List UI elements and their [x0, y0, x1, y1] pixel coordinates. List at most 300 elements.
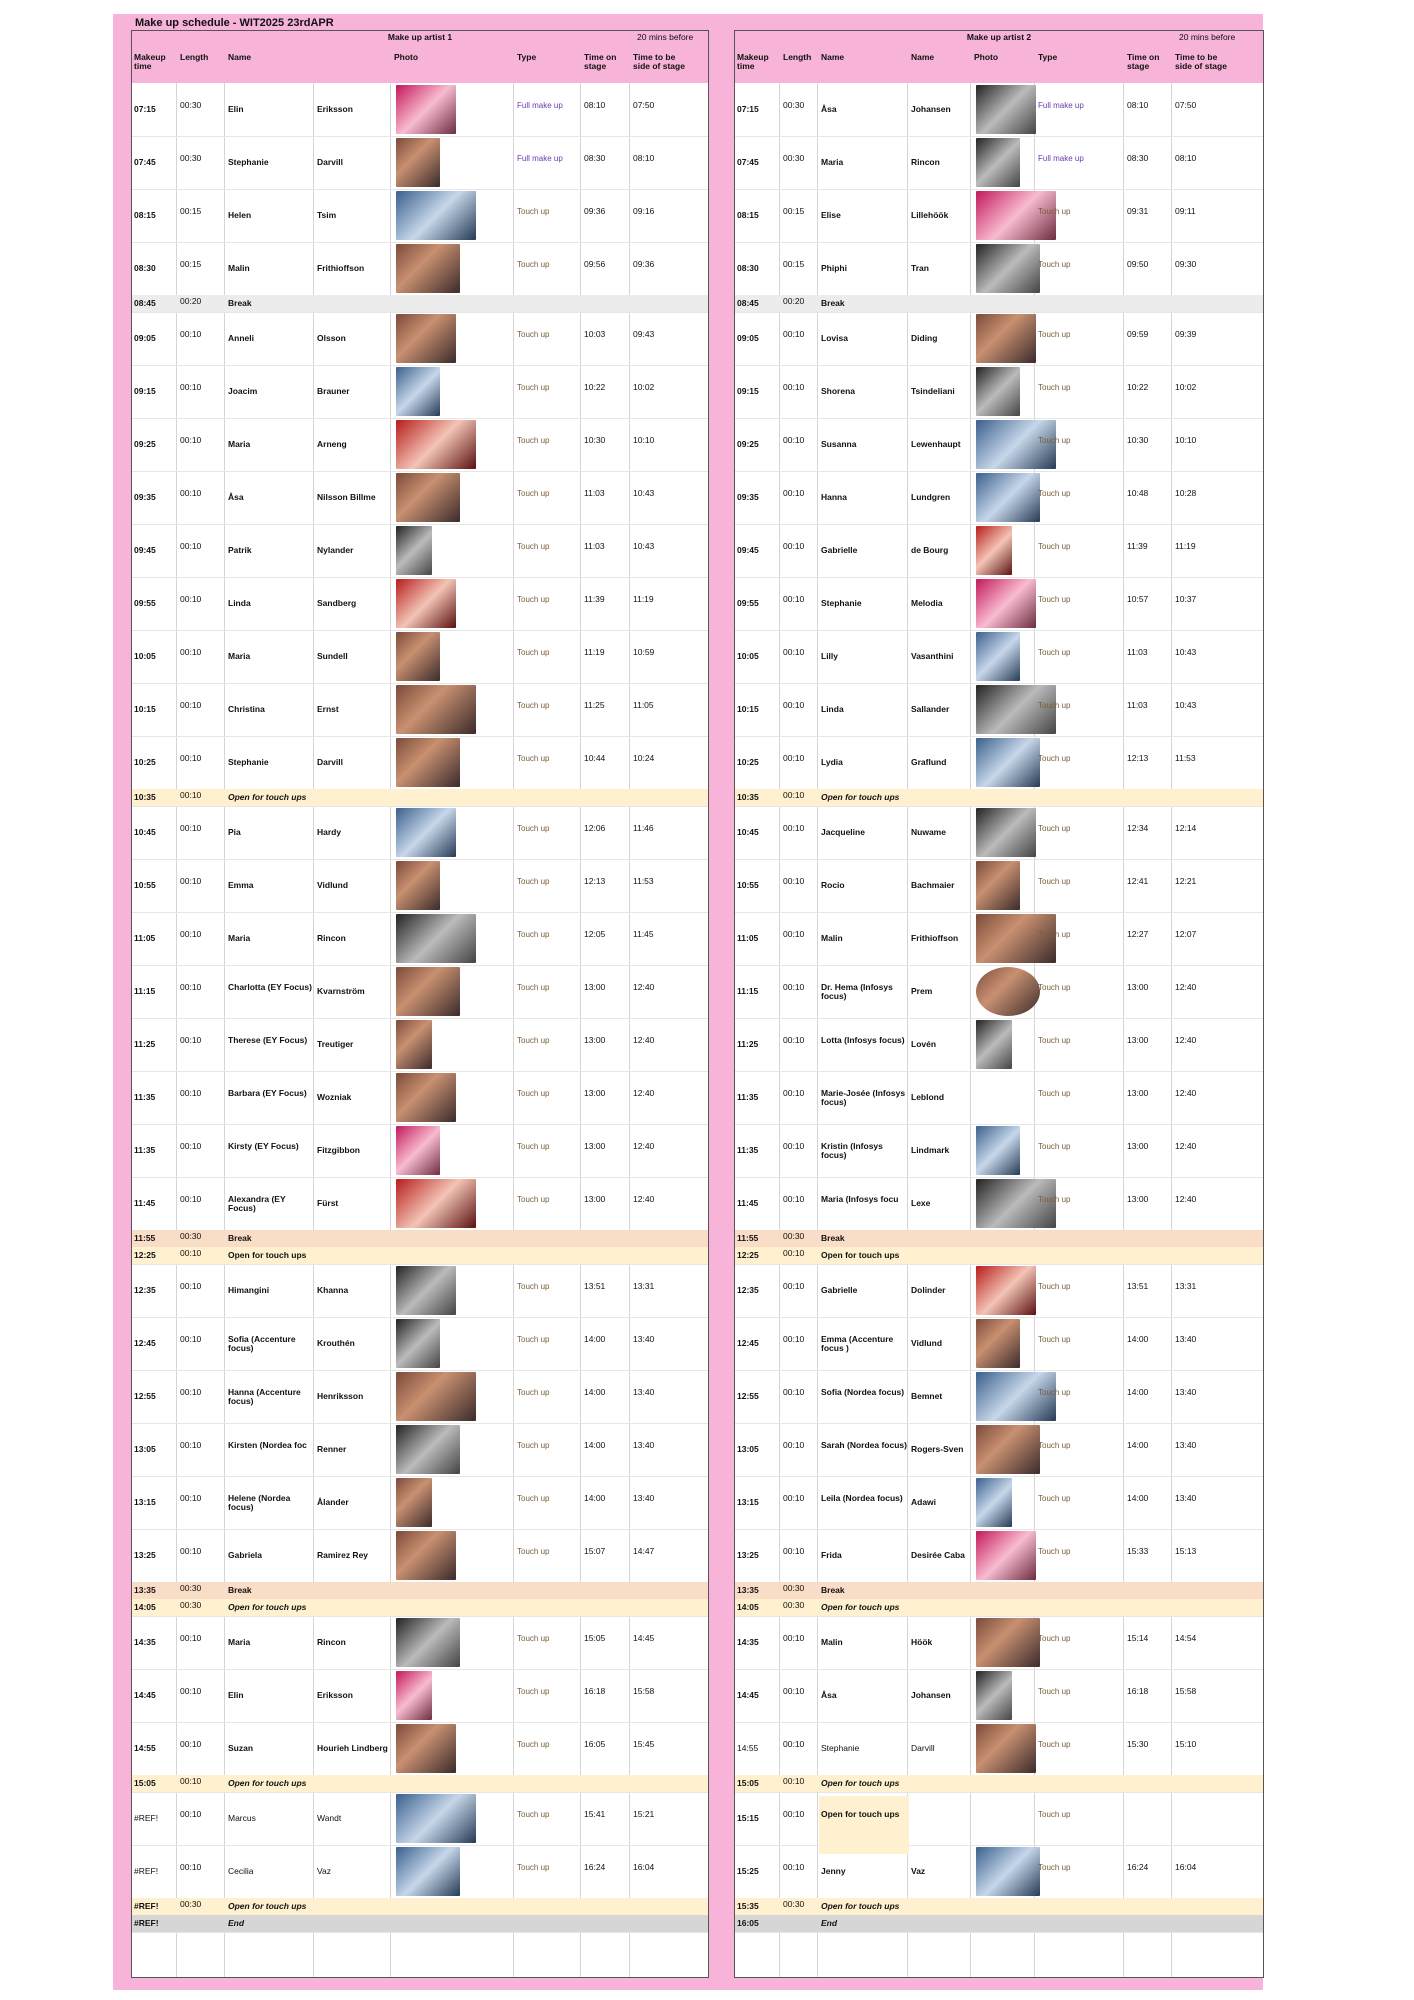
last-name: Frithioffson [317, 263, 365, 273]
last-name: Leblond [911, 1092, 945, 1102]
type-label: Touch up [1038, 877, 1071, 886]
length: 00:10 [180, 700, 202, 710]
first-name: Alexandra (EY Focus) [228, 1194, 286, 1213]
time-on-stage: 16:24 [1127, 1862, 1149, 1872]
last-name: Treutiger [317, 1039, 354, 1049]
time-side-of-stage: 12:40 [633, 1141, 655, 1151]
length: 00:10 [180, 1440, 202, 1450]
last-name: Tsindeliani [911, 386, 955, 396]
first-name: Dr. Hema (Infosys focus) [821, 982, 893, 1001]
length: 00:10 [783, 1633, 805, 1643]
schedule-row [735, 136, 1263, 190]
last-name: Diding [911, 333, 938, 343]
person-photo [976, 861, 1020, 910]
person-photo [976, 1531, 1036, 1580]
type-label: Full make up [517, 101, 563, 110]
makeup-time: 09:45 [737, 545, 759, 555]
makeup-time: 11:15 [134, 986, 156, 996]
time-side-of-stage: 09:36 [633, 259, 655, 269]
makeup-time: 10:55 [737, 880, 759, 890]
length: 00:10 [783, 753, 805, 763]
length: 00:30 [180, 1600, 202, 1610]
first-name: Gabrielle [821, 1285, 858, 1295]
first-name: Maria (Infosys focu [821, 1194, 899, 1204]
first-name: Lotta (Infosys focus) [821, 1035, 905, 1045]
time-on-stage: 08:10 [1127, 100, 1149, 110]
open-slot-label: Open for touch ups [228, 1901, 307, 1911]
time-on-stage: 16:18 [1127, 1686, 1149, 1696]
last-name: Kvarnström [317, 986, 365, 996]
makeup-time: 09:05 [134, 333, 156, 343]
first-name: Stephanie [228, 757, 269, 767]
time-side-of-stage: 10:43 [1175, 700, 1197, 710]
first-name: Frida [821, 1550, 842, 1560]
length: 00:10 [180, 1809, 202, 1819]
time-side-of-stage: 13:40 [1175, 1334, 1197, 1344]
type-label: Full make up [1038, 154, 1084, 163]
time-side-of-stage: 10:43 [633, 541, 655, 551]
makeup-time: 11:35 [737, 1145, 759, 1155]
person-photo [396, 420, 476, 469]
person-photo [396, 1020, 432, 1069]
time-on-stage: 13:51 [584, 1281, 606, 1291]
schedule-row [132, 1529, 708, 1583]
break-label: Break [821, 1585, 845, 1595]
first-name: Rocio [821, 880, 845, 890]
length: 00:10 [180, 1248, 202, 1258]
person-photo [976, 1126, 1020, 1175]
open-slot-label: Open for touch ups [228, 792, 307, 802]
person-photo [396, 632, 440, 681]
person-photo [396, 367, 440, 416]
person-photo [976, 1671, 1012, 1720]
schedule-row [735, 1599, 1263, 1617]
first-name: Sarah (Nordea focus) [821, 1440, 907, 1450]
makeup-time: #REF! [134, 1901, 159, 1911]
schedule-row [132, 1915, 708, 1933]
schedule-row [132, 418, 708, 472]
makeup-time: 13:15 [134, 1497, 156, 1507]
first-name: Linda [228, 598, 251, 608]
makeup-time: 10:15 [737, 704, 759, 714]
makeup-time: 13:35 [134, 1585, 156, 1595]
schedule-row [735, 189, 1263, 243]
length: 00:10 [783, 1088, 805, 1098]
person-photo [396, 1724, 456, 1773]
length: 00:10 [180, 1194, 202, 1204]
time-on-stage: 14:00 [1127, 1334, 1149, 1344]
time-on-stage: 12:34 [1127, 823, 1149, 833]
artist-2-panel [734, 30, 1264, 1978]
open-slot-label: Open for touch ups [821, 1602, 900, 1612]
time-side-of-stage: 10:02 [1175, 382, 1197, 392]
open-slot-label: Open for touch ups [821, 1250, 900, 1260]
type-label: Touch up [517, 877, 550, 886]
break-label: Break [228, 1233, 252, 1243]
schedule-row [735, 1669, 1263, 1723]
first-name: Maria [821, 157, 844, 167]
makeup-time: 10:25 [737, 757, 759, 767]
schedule-row [132, 189, 708, 243]
person-photo [396, 1073, 456, 1122]
type-label: Touch up [517, 489, 550, 498]
time-side-of-stage: 12:40 [1175, 1088, 1197, 1098]
makeup-time: 12:55 [737, 1391, 759, 1401]
length: 00:10 [180, 647, 202, 657]
time-on-stage: 09:31 [1127, 206, 1149, 216]
makeup-time: 15:05 [737, 1778, 759, 1788]
schedule-row [132, 806, 708, 860]
first-name: Malin [821, 1637, 843, 1647]
person-photo [396, 473, 460, 522]
header-type: Type [517, 52, 537, 62]
type-label: Touch up [1038, 436, 1071, 445]
schedule-row [735, 365, 1263, 419]
last-name: Sallander [911, 704, 950, 714]
schedule-row [132, 1018, 708, 1072]
person-photo [976, 367, 1020, 416]
person-photo [976, 473, 1040, 522]
length: 00:10 [180, 488, 202, 498]
makeup-time: 14:45 [737, 1690, 759, 1700]
schedule-row [735, 295, 1263, 313]
last-name: Johansen [911, 1690, 951, 1700]
time-side-of-stage: 09:11 [1175, 206, 1196, 216]
makeup-time: 13:05 [737, 1444, 759, 1454]
last-name: Bachmaier [911, 880, 955, 890]
time-on-stage: 15:30 [1127, 1739, 1149, 1749]
time-side-of-stage: 16:04 [1175, 1862, 1197, 1872]
last-name: Renner [317, 1444, 347, 1454]
type-label: Touch up [1038, 1142, 1071, 1151]
makeup-time: 10:45 [134, 827, 156, 837]
makeup-time: 14:05 [737, 1602, 759, 1612]
type-label: Touch up [1038, 383, 1071, 392]
length: 00:10 [783, 1387, 805, 1397]
person-photo [976, 1478, 1012, 1527]
last-name: Vaz [317, 1866, 332, 1876]
first-name: Åsa [821, 1690, 837, 1700]
last-name: Rincon [317, 933, 346, 943]
last-name: Lindmark [911, 1145, 950, 1155]
time-side-of-stage: 10:43 [633, 488, 655, 498]
person-photo [396, 1618, 460, 1667]
schedule-row [132, 365, 708, 419]
time-side-of-stage: 14:54 [1175, 1633, 1197, 1643]
schedule-row [132, 295, 708, 313]
person-photo [396, 914, 476, 963]
time-side-of-stage: 11:05 [633, 700, 654, 710]
open-slot-label: Open for touch ups [228, 1250, 307, 1260]
makeup-time: 10:45 [737, 827, 759, 837]
type-label: Touch up [517, 1547, 550, 1556]
person-photo [976, 1425, 1040, 1474]
length: 00:30 [783, 1899, 805, 1909]
length: 00:10 [783, 1141, 805, 1151]
type-label: Touch up [1038, 701, 1071, 710]
makeup-time: 09:25 [134, 439, 156, 449]
time-on-stage: 08:10 [584, 100, 606, 110]
last-name: Desirée Caba [911, 1550, 965, 1560]
last-name: Lewenhaupt [911, 439, 961, 449]
makeup-time: 11:45 [134, 1198, 156, 1208]
time-on-stage: 16:05 [584, 1739, 606, 1749]
time-side-of-stage: 14:45 [633, 1633, 655, 1643]
length: 00:30 [180, 1583, 202, 1593]
makeup-time: #REF! [134, 1866, 159, 1876]
schedule-row [132, 1317, 708, 1371]
length: 00:10 [783, 1493, 805, 1503]
schedule-row [132, 859, 708, 913]
length: 00:10 [180, 594, 202, 604]
first-name: Elin [228, 1690, 244, 1700]
length: 00:10 [783, 329, 805, 339]
time-on-stage: 09:36 [584, 206, 606, 216]
person-photo [976, 138, 1020, 187]
page-title: Make up schedule - WIT2025 23rdAPR [133, 14, 715, 32]
last-name: Henriksson [317, 1391, 364, 1401]
last-name: Vaz [911, 1866, 926, 1876]
last-name: Hardy [317, 827, 342, 837]
schedule-row [735, 312, 1263, 366]
last-name: Vidlund [911, 1338, 943, 1348]
time-on-stage: 09:59 [1127, 329, 1149, 339]
type-label: Touch up [517, 1441, 550, 1450]
type-label: Touch up [1038, 754, 1071, 763]
person-photo [396, 314, 456, 363]
length: 00:30 [180, 1899, 202, 1909]
type-label: Touch up [517, 383, 550, 392]
first-name: Lilly [821, 651, 839, 661]
time-on-stage: 11:03 [584, 541, 605, 551]
time-side-of-stage: 10:37 [1175, 594, 1197, 604]
type-label: Touch up [517, 1282, 550, 1291]
schedule-row [132, 1230, 708, 1248]
header-side-of-stage: Time to be side of stage [1175, 52, 1227, 71]
schedule-row [132, 1177, 708, 1231]
first-name: Shorena [821, 386, 856, 396]
person-photo [976, 1724, 1036, 1773]
last-name: Lundgren [911, 492, 951, 502]
schedule-row [735, 1247, 1263, 1265]
person-photo [396, 738, 460, 787]
schedule-row [735, 683, 1263, 737]
time-on-stage: 14:00 [1127, 1440, 1149, 1450]
person-photo [396, 1372, 476, 1421]
type-label: Touch up [517, 1335, 550, 1344]
schedule-row [735, 736, 1263, 790]
time-side-of-stage: 13:31 [1175, 1281, 1197, 1291]
length: 00:10 [783, 541, 805, 551]
header-time-on-stage: Time on stage [1127, 52, 1160, 71]
type-label: Touch up [1038, 1810, 1071, 1819]
time-side-of-stage: 12:14 [1175, 823, 1197, 833]
person-photo [396, 1425, 460, 1474]
time-on-stage: 10:22 [1127, 382, 1149, 392]
first-name: Jenny [821, 1866, 846, 1876]
time-on-stage: 11:03 [1127, 647, 1148, 657]
makeup-time: 08:15 [737, 210, 759, 220]
time-side-of-stage: 07:50 [633, 100, 655, 110]
time-on-stage: 13:51 [1127, 1281, 1149, 1291]
type-label: Touch up [1038, 1089, 1071, 1098]
first-name: Malin [821, 933, 843, 943]
schedule-row [735, 1230, 1263, 1248]
schedule-row [132, 471, 708, 525]
makeup-time: 11:35 [737, 1092, 759, 1102]
first-name: Open for touch ups [819, 1796, 909, 1854]
time-side-of-stage: 12:40 [633, 982, 655, 992]
schedule-row [132, 1071, 708, 1125]
length: 00:15 [783, 206, 805, 216]
time-side-of-stage: 13:40 [1175, 1387, 1197, 1397]
time-on-stage: 10:30 [584, 435, 606, 445]
last-name: Adawi [911, 1497, 937, 1507]
first-name: Lydia [821, 757, 843, 767]
time-on-stage: 15:41 [584, 1809, 606, 1819]
header-makeup-time: Makeup time [134, 52, 166, 71]
schedule-row [132, 1370, 708, 1424]
makeup-time: 11:55 [134, 1233, 156, 1243]
makeup-time: 08:45 [134, 298, 156, 308]
time-on-stage: 09:56 [584, 259, 606, 269]
time-on-stage: 12:27 [1127, 929, 1149, 939]
length: 00:10 [180, 1141, 202, 1151]
person-photo [396, 1847, 460, 1896]
type-label: Touch up [1038, 260, 1071, 269]
time-side-of-stage: 13:31 [633, 1281, 655, 1291]
time-side-of-stage: 12:40 [633, 1088, 655, 1098]
makeup-time: 10:05 [737, 651, 759, 661]
makeup-time: 09:15 [737, 386, 759, 396]
break-label: Break [228, 298, 252, 308]
time-on-stage: 12:13 [1127, 753, 1149, 763]
person-photo [396, 191, 476, 240]
length: 00:10 [783, 823, 805, 833]
last-name: Darvill [317, 157, 343, 167]
length: 00:10 [783, 435, 805, 445]
makeup-time: 14:35 [134, 1637, 156, 1647]
type-label: Full make up [517, 154, 563, 163]
first-name: Joacim [228, 386, 258, 396]
length: 00:30 [783, 100, 805, 110]
person-photo [976, 1618, 1040, 1667]
person-photo [396, 1478, 432, 1527]
last-name: Krouthén [317, 1338, 355, 1348]
person-photo [976, 1847, 1040, 1896]
first-name: Maria [228, 933, 251, 943]
last-name: Tran [911, 263, 929, 273]
first-name: Emma [228, 880, 254, 890]
type-label: Touch up [1038, 1195, 1071, 1204]
length: 00:15 [783, 259, 805, 269]
first-name: Sofia (Accenture focus) [228, 1334, 296, 1353]
last-name: Fitzgibbon [317, 1145, 360, 1155]
person-photo [396, 1531, 456, 1580]
makeup-time: 13:35 [737, 1585, 759, 1595]
makeup-time: 13:15 [737, 1497, 759, 1507]
makeup-time: #REF! [134, 1813, 159, 1823]
type-label: Touch up [517, 648, 550, 657]
schedule-row [132, 789, 708, 807]
time-on-stage: 10:30 [1127, 435, 1149, 445]
person-photo [396, 526, 432, 575]
time-on-stage: 12:41 [1127, 876, 1149, 886]
makeup-time: 10:35 [134, 792, 156, 802]
time-on-stage: 16:18 [584, 1686, 606, 1696]
length: 00:30 [783, 1600, 805, 1610]
header-time-on-stage: Time on stage [584, 52, 617, 71]
schedule-row [132, 312, 708, 366]
first-name: Kristin (Infosys focus) [821, 1141, 883, 1160]
time-side-of-stage: 12:40 [1175, 1035, 1197, 1045]
makeup-time: 09:05 [737, 333, 759, 343]
header-name: Name [821, 52, 845, 62]
schedule-row [735, 1792, 1263, 1846]
last-name: Eriksson [317, 1690, 353, 1700]
type-label: Touch up [1038, 648, 1071, 657]
type-label: Touch up [517, 701, 550, 710]
person-photo [976, 85, 1036, 134]
time-side-of-stage: 11:46 [633, 823, 654, 833]
makeup-time: 15:25 [737, 1866, 759, 1876]
length: 00:10 [783, 982, 805, 992]
time-side-of-stage: 07:50 [1175, 100, 1197, 110]
time-side-of-stage: 10:10 [1175, 435, 1197, 445]
first-name: Stephanie [821, 598, 862, 608]
makeup-time: 12:45 [737, 1338, 759, 1348]
type-label: Touch up [1038, 489, 1071, 498]
time-on-stage: 13:00 [584, 1035, 606, 1045]
length: 00:10 [783, 790, 805, 800]
person-photo [976, 579, 1036, 628]
makeup-time: 12:25 [737, 1250, 759, 1260]
schedule-row [132, 1775, 708, 1793]
length: 00:10 [783, 1686, 805, 1696]
last-name: Vasanthini [911, 651, 954, 661]
length: 00:10 [180, 823, 202, 833]
makeup-time: 09:25 [737, 439, 759, 449]
first-name: Maria [228, 1637, 251, 1647]
last-name: Lillehöök [911, 210, 949, 220]
schedule-row [132, 136, 708, 190]
makeup-time: 08:15 [134, 210, 156, 220]
time-side-of-stage: 12:40 [633, 1035, 655, 1045]
first-name: Patrik [228, 545, 252, 555]
person-photo [396, 138, 440, 187]
schedule-row [735, 1177, 1263, 1231]
time-on-stage: 12:05 [584, 929, 606, 939]
time-on-stage: 14:00 [584, 1387, 606, 1397]
time-on-stage: 14:00 [1127, 1387, 1149, 1397]
time-side-of-stage: 09:39 [1175, 329, 1197, 339]
person-photo [976, 526, 1012, 575]
schedule-row [735, 1616, 1263, 1670]
length: 00:10 [180, 876, 202, 886]
makeup-time: 09:55 [134, 598, 156, 608]
person-photo [976, 967, 1040, 1016]
schedule-row [132, 83, 708, 137]
length: 00:10 [180, 1686, 202, 1696]
type-label: Touch up [1038, 542, 1071, 551]
time-on-stage: 15:14 [1127, 1633, 1149, 1643]
schedule-row [735, 806, 1263, 860]
schedule-row [735, 1423, 1263, 1477]
time-side-of-stage: 08:10 [1175, 153, 1197, 163]
last-name: Ramirez Rey [317, 1550, 369, 1560]
first-name: Susanna [821, 439, 857, 449]
length: 00:10 [783, 1862, 805, 1872]
